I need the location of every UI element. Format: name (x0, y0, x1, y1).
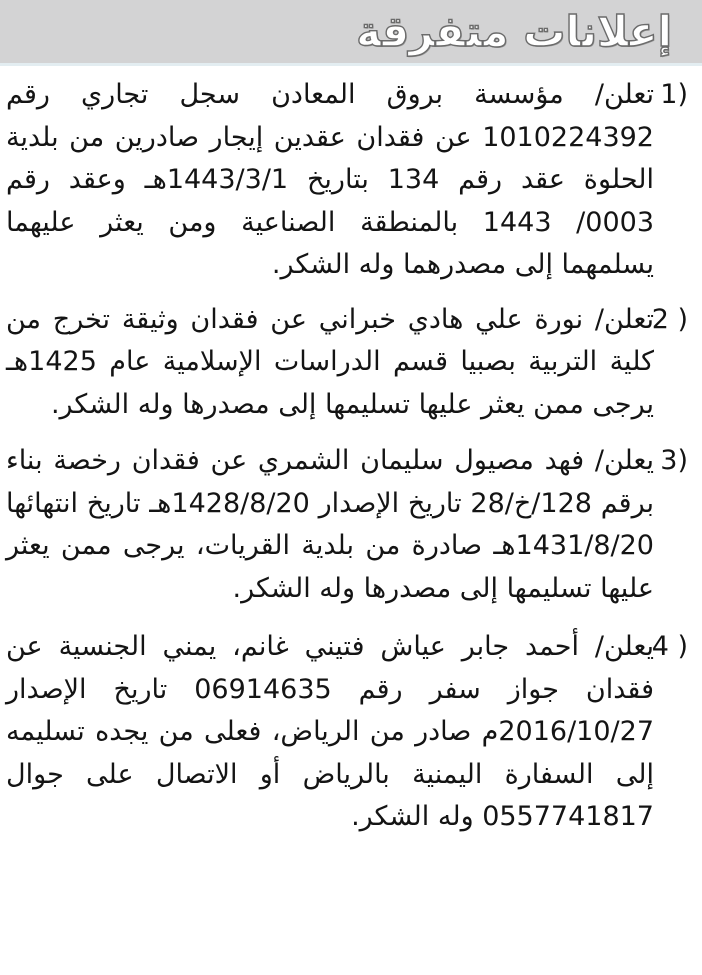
classified-ad-1 (6, 74, 688, 287)
section-title: إعلانات متفرقة (356, 7, 672, 56)
ad-number: 3) (660, 445, 688, 476)
classified-ad-4 (6, 626, 688, 839)
ad-text: تعلن/ نورة علي هادي خبراني عن فقدان وثيقة تخرج من كلية التربية بصبيا قسم الدراسات الإسلامية عام 1425هـ يرجى ممن يعثر عليها تسليمها إلى مصدرها وله الشكر. (6, 303, 654, 420)
ad-text: يعلن/ فهد مصيول سليمان الشمري عن فقدان رخصة بناء برقم 128/خ/28 تاريخ الإصدار 1428/8/20هـ تاريخ انتهائها 1431/8/20هـ صادرة من بلدية القريات، يرجى ممن يعثر عليها تسليمها إلى مصدرها وله الشكر. (6, 445, 655, 604)
ad-number: 4 ) (651, 631, 688, 662)
ad-number: 2 ) (651, 303, 688, 335)
ad-text: يعلن/ أحمد جابر عياش فتيني غانم، يمني الجنسية عن فقدان جواز سفر رقم 06914635 تاريخ الإصدار 2016/10/27م صادر من الرياض، فعلى من يجده تسليمه إلى السفارة اليمنية بالرياض أو الاتصال على جوال 0557741817 وله الشكر. (6, 631, 654, 832)
section-header (0, 0, 702, 66)
ad-number: 1) (660, 79, 688, 110)
classified-ads-list (6, 74, 688, 855)
classified-ad-2 (6, 299, 688, 427)
classified-ad-3 (6, 440, 688, 610)
ad-text: تعلن/ مؤسسة بروق المعادن سجل تجاري رقم 1010224392 عن فقدان عقدين إيجار صادرين من بلدية الحلوة عقد رقم 134 بتاريخ 1443/3/1هـ وعقد رقم 0003/ 1443 بالمنطقة الصناعية ومن يعثر عليهما يسلمهما إلى مصدرهما وله الشكر. (6, 79, 655, 280)
